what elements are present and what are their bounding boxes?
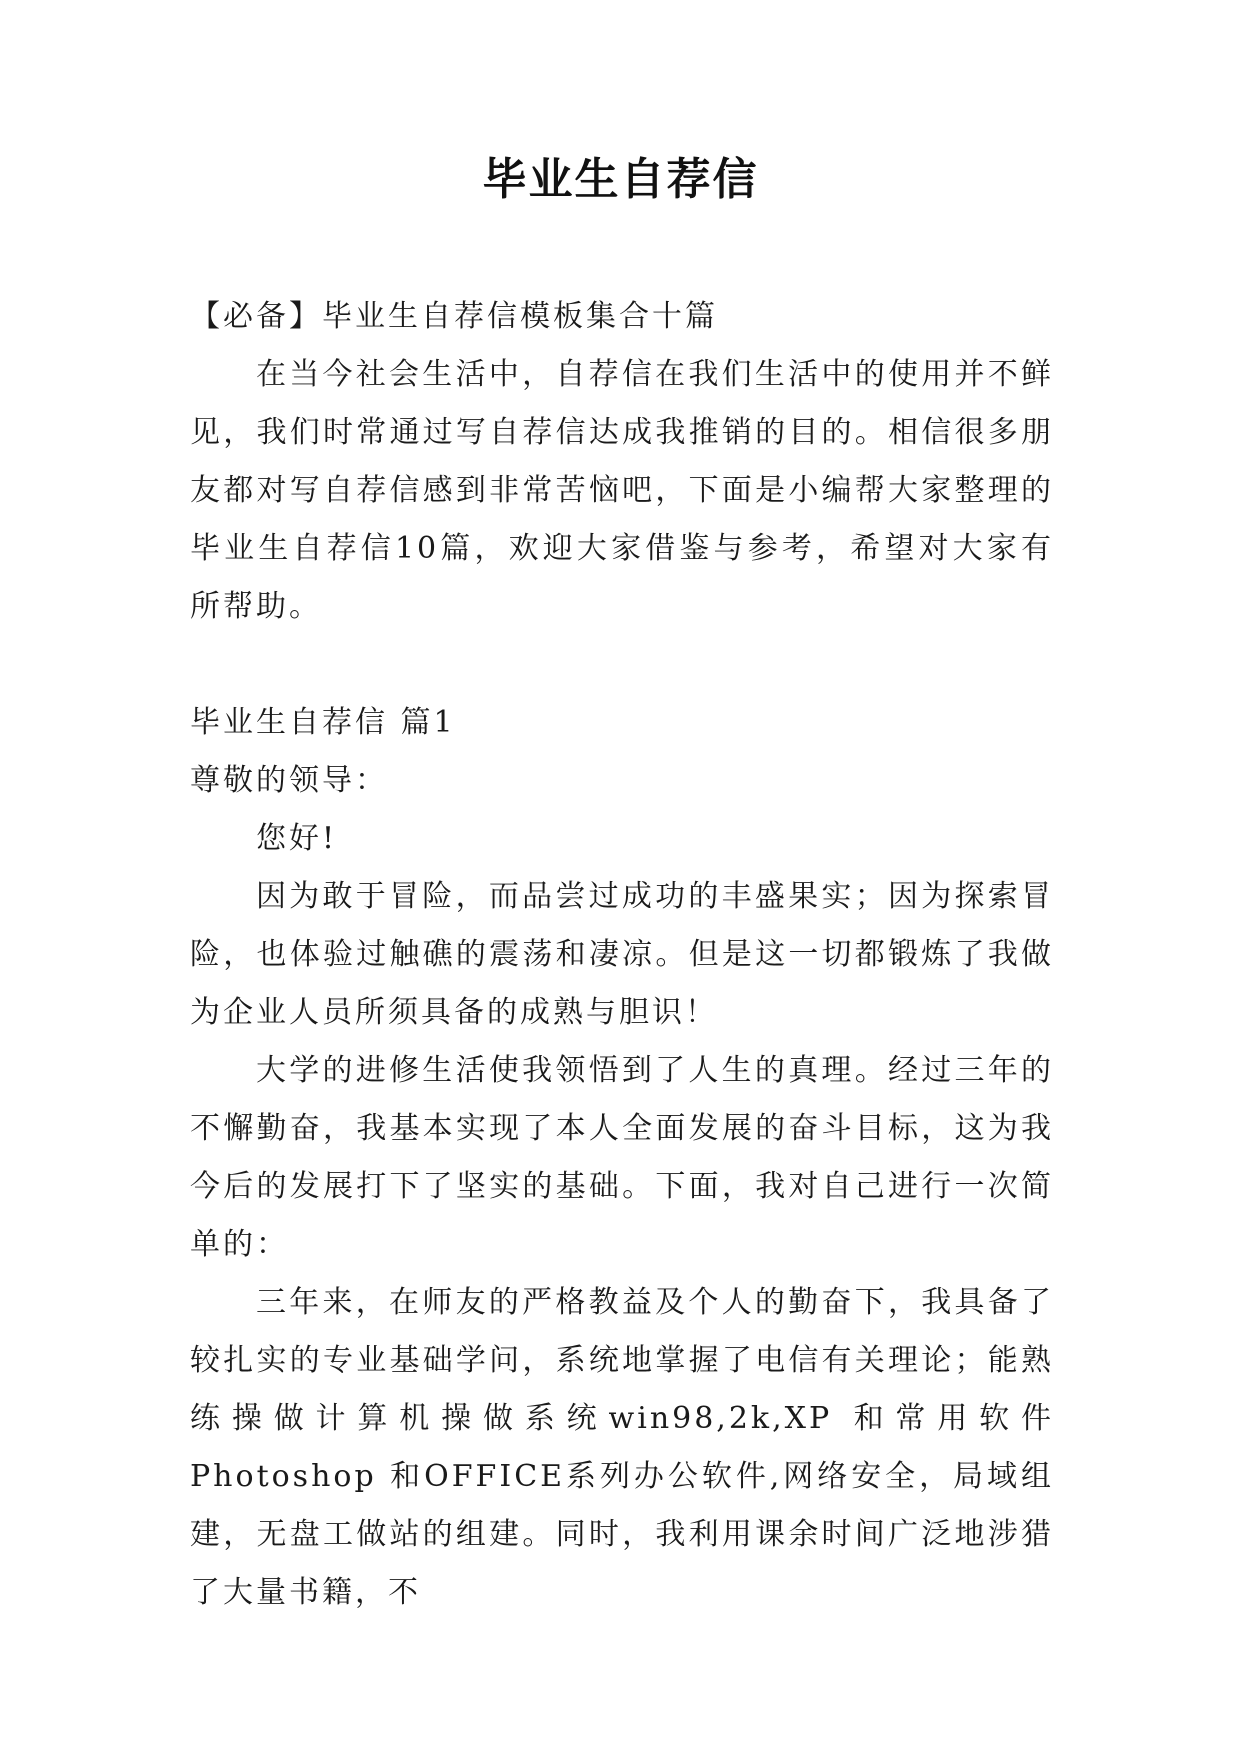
spacer	[190, 636, 1054, 694]
section-heading: 毕业生自荐信 篇1	[190, 705, 456, 740]
body-paragraph: 因为敢于冒险，而品尝过成功的丰盛果实；因为探索冒险，也体验过触礁的震荡和凄凉。但是这一切都锻炼了我做为企业人员所须具备的成熟与胆识！	[190, 879, 1054, 1030]
intro-paragraph: 在当今社会生活中，自荐信在我们生活中的使用并不鲜见，我们时常通过写自荐信达成我推销的目的。相信很多朋友都对写自荐信感到非常苦恼吧，下面是小编帮大家整理的毕业生自荐信10篇，欢迎大家借鉴与参考，希望对大家有所帮助。	[190, 357, 1054, 624]
body-paragraph: 三年来，在师友的严格教益及个人的勤奋下，我具备了较扎实的专业基础学问，系统地掌握了电信有关理论；能熟练操做计算机操做系统win98,2k,XP 和常用软件Photoshop 和OFFICE系列办公软件,网络安全，局域组建，无盘工做站的组建。同时，我利用课余时间广泛地涉猎了大量书籍，不	[190, 1285, 1054, 1610]
document-body	[190, 288, 1054, 1622]
body-paragraph: 大学的进修生活使我领悟到了人生的真理。经过三年的不懈勤奋，我基本实现了本人全面发展的奋斗目标，这为我今后的发展打下了坚实的基础。下面，我对自己进行一次简单的：	[190, 1053, 1054, 1262]
document-subtitle: 【必备】毕业生自荐信模板集合十篇	[190, 299, 718, 334]
salutation: 尊敬的领导：	[190, 763, 388, 798]
document-title: 毕业生自荐信	[482, 154, 759, 205]
greeting: 您好!	[256, 821, 338, 856]
